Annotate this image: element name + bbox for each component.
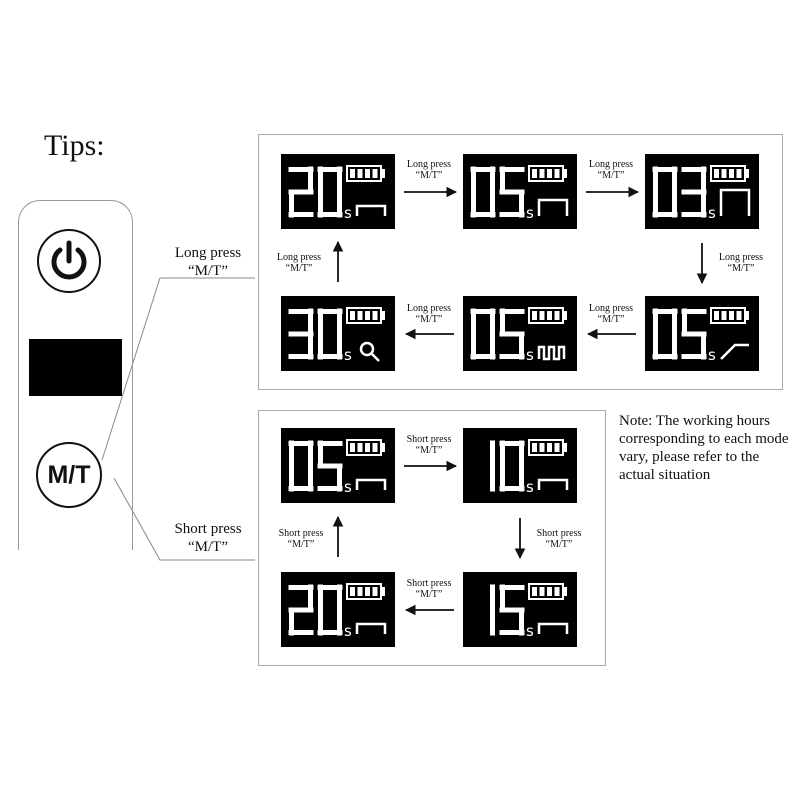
lcd-digits-text: 05 [463, 296, 464, 297]
arrow-label-line2: “M/T” [545, 539, 573, 550]
lcd-unit: s [344, 346, 352, 364]
lcd-unit: s [526, 622, 534, 640]
arrow-label-line2: “M/T” [287, 539, 315, 550]
lcd-digits-text: 30 [281, 296, 282, 297]
arrow-label-line2: “M/T” [597, 170, 625, 181]
lcd-digits-text: 05 [463, 154, 464, 155]
lcd-unit: s [526, 478, 534, 496]
lcd-digits-text: 20 [281, 572, 282, 573]
lcd-unit: s [344, 204, 352, 222]
arrow-label-line1: Short press [406, 578, 452, 589]
lcd-unit: s [708, 346, 716, 364]
long-press-label-line1: Long press [174, 245, 242, 261]
lcd-digits-text: 20 [281, 154, 282, 155]
arrow-label-line1: Short press [536, 528, 582, 539]
lcd-digits-text: 05 [281, 428, 282, 429]
tips-title: Tips: [44, 129, 105, 162]
note-text: Note: The working hours corresponding to each mode vary, please refer to the actual situation [619, 413, 789, 483]
lcd-unit: s [526, 346, 534, 364]
lcd-unit: s [526, 204, 534, 222]
arrow-label-line2: “M/T” [727, 263, 755, 274]
lcd-unit: s [344, 478, 352, 496]
arrow-label-line2: “M/T” [415, 445, 443, 456]
lcd-digits-text: 03 [645, 154, 646, 155]
arrow-label-line1: Short press [406, 434, 452, 445]
short-press-label-line1: Short press [174, 521, 242, 537]
lcd-unit: s [344, 622, 352, 640]
arrow-label-line2: “M/T” [285, 263, 313, 274]
arrow-label-line1: Long press [588, 159, 634, 170]
lcd-unit: s [708, 204, 716, 222]
arrow-label-line1: Long press [718, 252, 764, 263]
arrow-label-line2: “M/T” [415, 314, 443, 325]
arrow-label-line1: Long press [406, 303, 452, 314]
lcd-digits-text: 15 [463, 572, 464, 573]
lcd-digits-text: 10 [463, 428, 464, 429]
short-press-label-line2: “M/T” [188, 539, 228, 555]
arrow-label-line2: “M/T” [415, 589, 443, 600]
arrow-label-line2: “M/T” [597, 314, 625, 325]
arrow-label-line2: “M/T” [415, 170, 443, 181]
arrow-label-line1: Long press [406, 159, 452, 170]
arrow-label-line1: Long press [276, 252, 322, 263]
lcd-digits-text: 05 [645, 296, 646, 297]
arrow-label-line1: Short press [278, 528, 324, 539]
arrow-label-line1: Long press [588, 303, 634, 314]
mt-button-label: M/T [47, 460, 91, 489]
long-press-label-line2: “M/T” [188, 263, 228, 279]
